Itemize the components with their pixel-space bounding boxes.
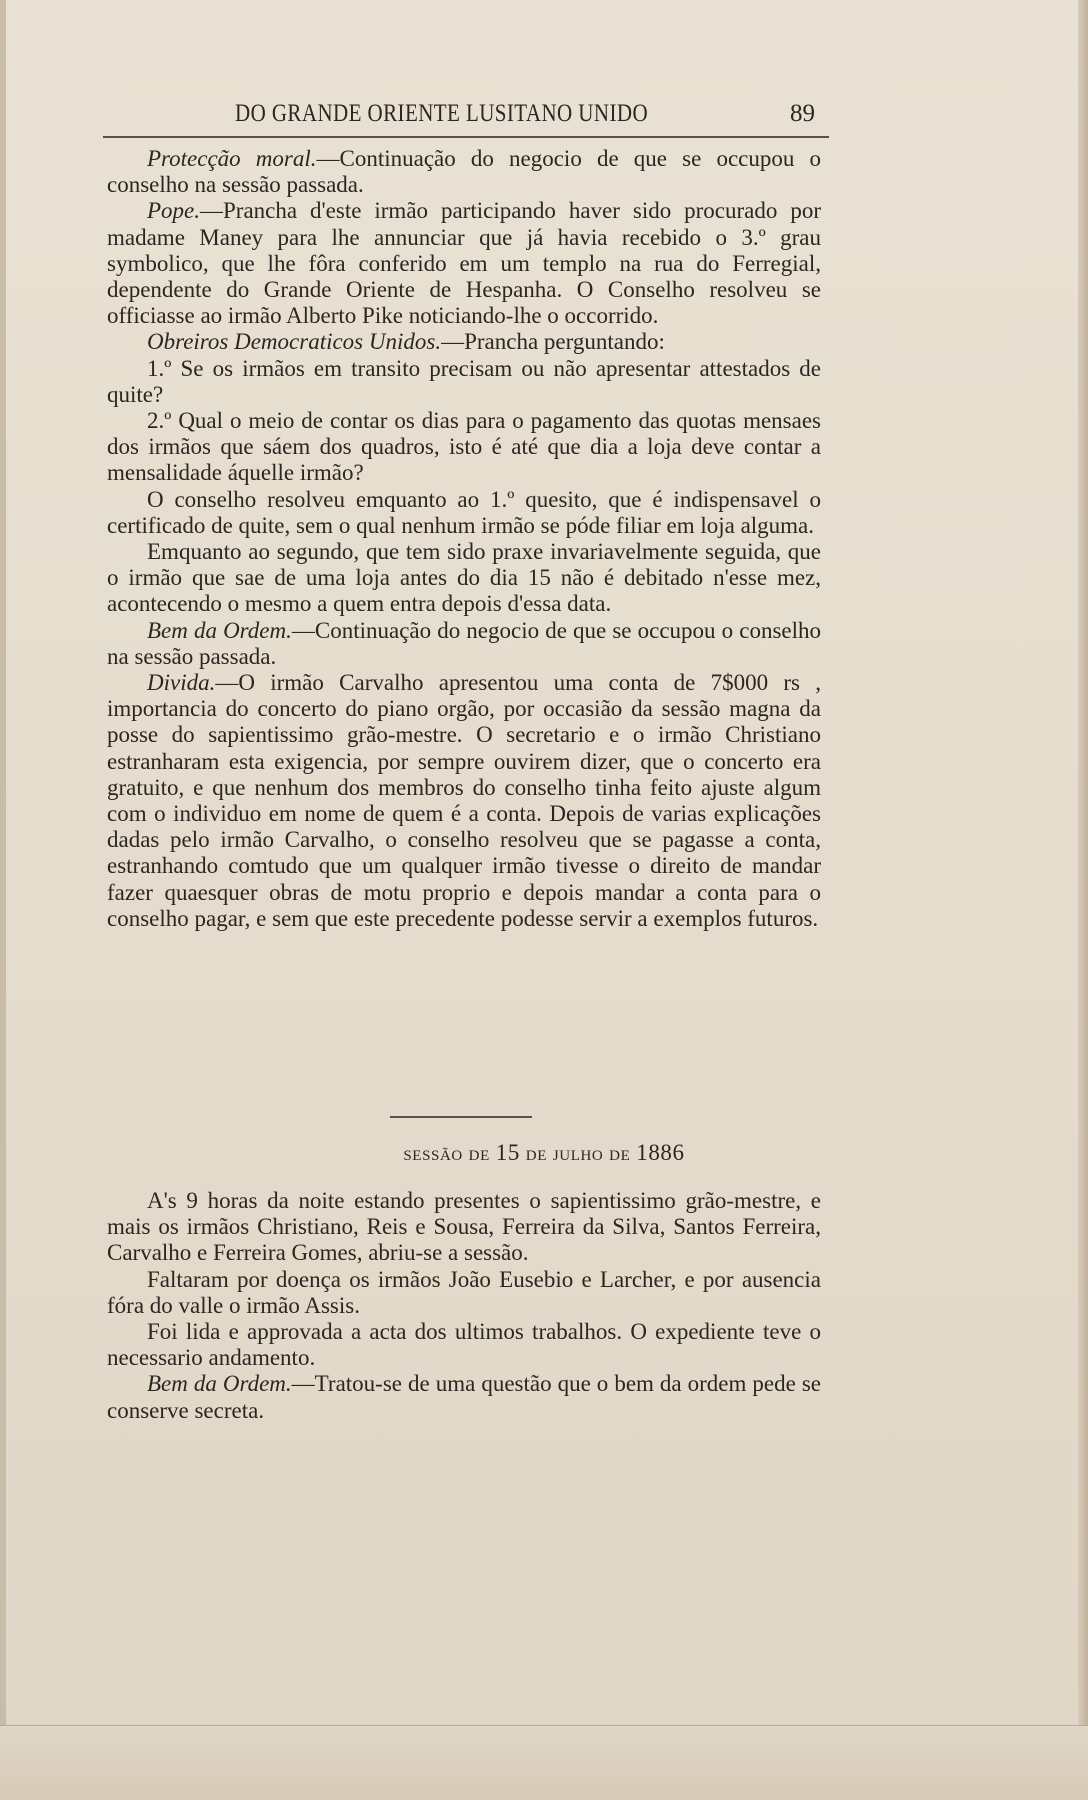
paragraph xyxy=(107,618,821,670)
paragraph xyxy=(107,1371,821,1423)
session-month: de julho de xyxy=(525,1141,631,1165)
running-head: DO GRANDE ORIENTE LUSITANO UNIDO xyxy=(235,100,649,127)
session-year: 1886 xyxy=(636,1140,685,1165)
paragraph-text: Faltaram por doença os irmãos João Eusebio e Larcher, e por ausencia fóra do valle o irmão Assis. xyxy=(107,1266,821,1318)
paragraph-text: A's 9 horas da noite estando presentes o sapientissimo grão-mestre, e mais os irmãos Christiano, Reis e Sousa, Ferreira da Silva, Santos Ferreira, Carvalho e Ferreira Gomes, abriu-se a sessão. xyxy=(107,1188,821,1266)
session-text xyxy=(107,1188,821,1424)
page-bottom-fold xyxy=(0,1725,1088,1800)
paragraph-lead: Divida. xyxy=(147,670,216,696)
page-right-edge xyxy=(1078,0,1088,1800)
section-divider xyxy=(390,1116,532,1118)
paragraph-text: —Tratou-se de uma questão que o bem da ordem pede se conserve secreta. xyxy=(107,1371,821,1423)
paragraph xyxy=(107,539,821,618)
page-number: 89 xyxy=(790,100,815,127)
paragraph-text: 1.º Se os irmãos em transito precisam ou não apresentar attestados de quite? xyxy=(107,355,821,407)
session-day: 15 xyxy=(495,1140,520,1165)
paragraph-text: —Continuação do negocio de que se occupou o conselho na sessão passada. xyxy=(107,617,821,669)
paragraph-lead: Obreiros Democraticos Unidos. xyxy=(147,329,442,355)
paragraph-text: —Continuação do negocio de que se occupou o conselho na sessão passada. xyxy=(107,146,821,198)
page-header xyxy=(235,100,815,134)
session-heading xyxy=(0,1140,1088,1166)
header-rule xyxy=(103,136,829,138)
paragraph-lead: Bem da Ordem. xyxy=(147,617,292,643)
paragraph xyxy=(107,670,821,932)
paragraph-lead: Protecção moral. xyxy=(147,146,317,171)
paragraph xyxy=(107,356,821,408)
paragraph-text: —O irmão Carvalho apresentou uma conta de 7$000 rs , importancia do concerto do piano orgão, por occasião da sessão magna da posse do sapientissimo grão-mestre. O secretario e o irmão Christiano estranharam esta exigencia, por sempre ouvirem dizer, que o concerto era gratuito, e que nenhum dos membros do conselho tinha feito ajuste algum com o individuo em nome de quem é a conta. Depois de varias explicações dadas pelo irmão Carvalho, o conselho resolveu que se pagasse a conta, estranhando comtudo que um qualquer irmão tivesse o direito de mandar fazer quaesquer obras de motu proprio e depois mandar a conta para o conselho pagar, e sem que este precedente podesse servir a exemplos futuros. xyxy=(107,670,821,931)
paragraph xyxy=(107,198,821,329)
paragraph-text: Foi lida e approvada a acta dos ultimos trabalhos. O expediente teve o necessario andamento. xyxy=(107,1319,821,1371)
paragraph-text: 2.º Qual o meio de contar os dias para o pagamento das quotas mensaes dos irmãos que sáem dos quadros, isto é até que dia a loja deve contar a mensalidade áquelle irmão? xyxy=(107,408,821,486)
paragraph xyxy=(107,1188,821,1267)
paragraph xyxy=(107,1267,821,1319)
paragraph-text: Emquanto ao segundo, que tem sido praxe invariavelmente seguida, que o irmão que sae de uma loja antes do dia 15 não é debitado n'esse mez, acontecendo o mesmo a quem entra depois d'essa data. xyxy=(107,539,821,617)
paragraph-text: —Prancha d'este irmão participando haver sido procurado por madame Maney para lhe annunciar que já havia recebido o 3.º grau symbolico, que lhe fôra conferido em um templo na rua do Ferregial, dependente do Grande Oriente de Hespanha. O Conselho resolveu se officiasse ao irmão Alberto Pike noticiando-lhe o occorrido. xyxy=(107,198,821,329)
paragraph-lead: Bem da Ordem. xyxy=(147,1371,292,1397)
paragraph xyxy=(107,1319,821,1371)
paragraph xyxy=(107,487,821,539)
session-prefix: sessão de xyxy=(403,1141,490,1165)
paragraph xyxy=(107,146,821,198)
minutes-text xyxy=(107,146,821,932)
paragraph-lead: Pope. xyxy=(147,198,201,224)
paragraph-text: O conselho resolveu emquanto ao 1.º quesito, que é indispensavel o certificado de quite, sem o qual nenhum irmão se póde filiar em loja alguma. xyxy=(107,486,821,538)
page-left-edge xyxy=(0,0,6,1800)
paragraph xyxy=(107,408,821,487)
paragraph-text: —Prancha perguntando: xyxy=(441,329,665,355)
paragraph xyxy=(107,329,821,355)
